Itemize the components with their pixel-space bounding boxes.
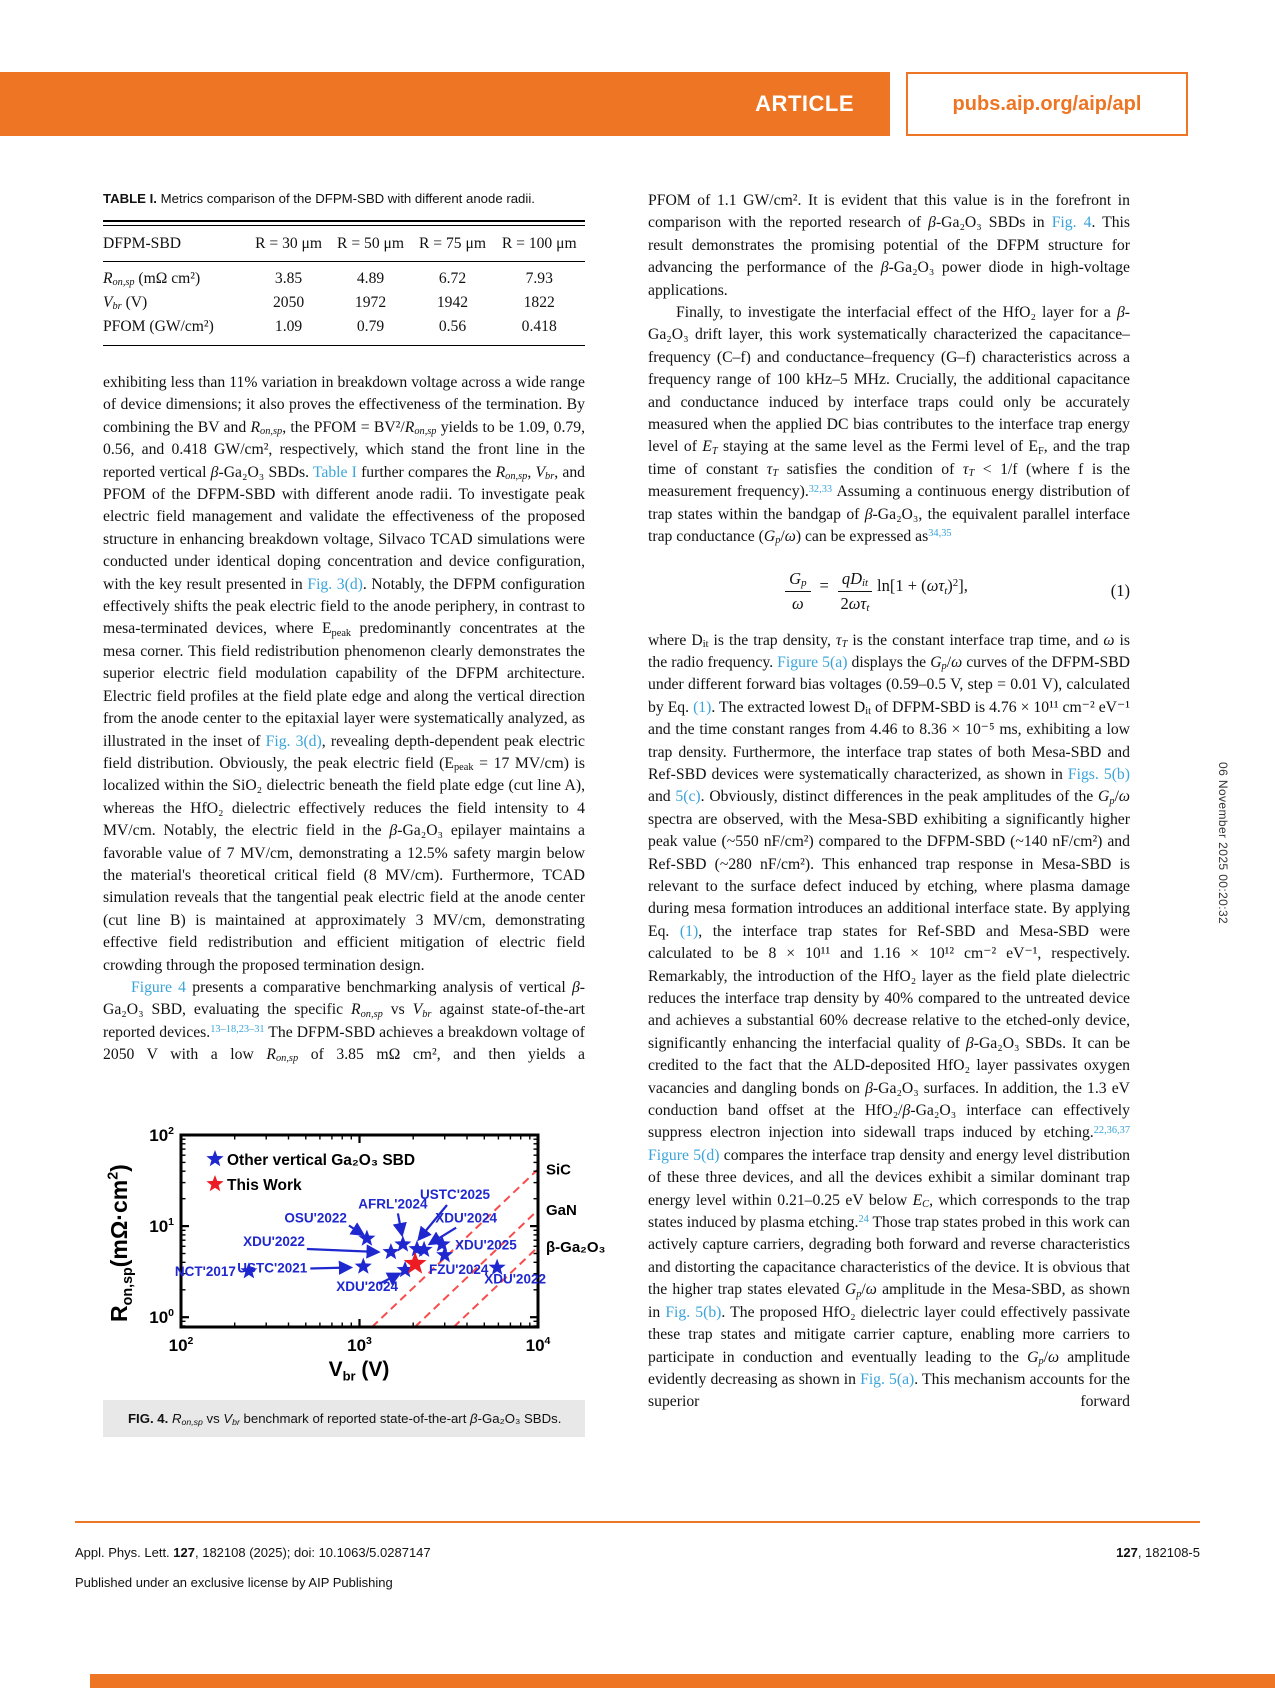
table-column-header: R = 100 μm xyxy=(493,226,585,262)
text-segment: R xyxy=(495,463,506,481)
text-segment: it xyxy=(702,638,709,650)
material-limit-label: β-Ga₂O₃ xyxy=(546,1238,606,1256)
table-column-header: DFPM-SBD xyxy=(103,226,248,262)
cross-reference-link[interactable]: 24 xyxy=(858,1214,869,1226)
text-segment: on,sp xyxy=(260,426,283,438)
text-segment: β xyxy=(965,1034,974,1052)
text-segment: V xyxy=(103,294,113,311)
table-cell: 1822 xyxy=(523,294,555,311)
point-label: XDU'2024 xyxy=(336,1278,398,1294)
limit-line xyxy=(454,1247,538,1327)
table-row-label: PFOM (GW/cm²) xyxy=(103,318,214,335)
fraction xyxy=(785,569,810,614)
label-arrow xyxy=(310,1267,350,1268)
table-column-header: R = 75 μm xyxy=(412,226,494,262)
point-label: XDU'2022 xyxy=(484,1271,546,1287)
equation-tail: $\ln[1 + (\omega\tau t)^2]$, xyxy=(877,576,968,597)
y-tick-label: $10^2$ xyxy=(149,1124,174,1145)
table-bottom-rule xyxy=(103,345,585,346)
text-segment: ω xyxy=(784,528,796,546)
cross-reference-link[interactable]: (1) xyxy=(693,698,712,716)
equation-1 xyxy=(648,569,1130,614)
text-segment: p xyxy=(1038,1355,1044,1367)
table-cell: 6.72 xyxy=(438,270,467,287)
text-segment: qD xyxy=(841,568,862,588)
table-column-header: R = 50 μm xyxy=(330,226,412,262)
cross-reference-link[interactable]: Figure 5(a) xyxy=(777,653,848,671)
x-tick-label: $10^3$ xyxy=(347,1334,372,1355)
text-segment: br xyxy=(422,1008,432,1020)
text-segment: ω xyxy=(1103,631,1115,649)
body-paragraph: Figure 4 presents a comparative benchmarking analysis of vertical β-Ga₂O₃ SBD, evaluating the specific Ron,sp vs Vbr against state-of-the-art reported devices.$^{13-18,23-31}$ The DFPM-SBD achieves a breakdown voltage of 2050 V with a low Ron,sp of 3.85 mΩ cm², and then yields a xyxy=(103,978,586,1065)
text-segment: R xyxy=(250,418,261,436)
table-cell: 4.89 xyxy=(356,270,385,287)
text-segment: β xyxy=(880,259,889,277)
text-segment: V xyxy=(412,1001,423,1019)
table-header-row xyxy=(103,226,585,262)
text-segment: T xyxy=(841,638,848,650)
download-timestamp: 06 November 2025 00:20:32 xyxy=(1216,762,1230,925)
point-label: NCT'2017 xyxy=(174,1263,236,1279)
table-row xyxy=(103,262,585,292)
text-segment: β xyxy=(1116,304,1125,322)
text-segment: br xyxy=(112,301,122,313)
text-segment: β xyxy=(865,1079,873,1097)
header-bar xyxy=(0,72,890,136)
cross-reference-link[interactable]: Table I xyxy=(312,463,357,481)
text-segment: F xyxy=(1038,445,1044,457)
text-segment: β xyxy=(928,214,936,232)
point-label: XDU'2024 xyxy=(435,1210,497,1226)
figure-caption: FIG. 4. Ron,sp vs Vbr benchmark of reported state-of-the-art β-Ga₂O₃ SBDs. xyxy=(103,1400,585,1437)
metrics-table xyxy=(103,226,585,345)
text-segment: p xyxy=(941,661,947,673)
legend-label: This Work xyxy=(227,1176,302,1194)
body-paragraph: Finally, to investigate the interfacial effect of the HfO₂ layer for a β-Ga₂O₃ drift layer, this work systematically characterized the capacitance–frequency (C–f) and conductance–frequency (G–f) characteristics across a frequency range of 100 kHz–5 MHz. Crucially, the additional capacitance and conductance induced by interface traps could only be accurately measured when the applied DC bias contributes to the interface trap energy level of ET staying at the same level as the Fermi level of EF, and the trap time of constant τT satisfies the condition of τT < 1/f (where f is the measurement frequency).$^{32,33}$ Assuming a continuous energy distribution of trap states within the bandgap of β-Ga₂O₃, the equivalent parallel interface trap conductance (Gp/ω) can be expressed as$^{34,35}$ xyxy=(648,304,1130,547)
text-segment: R xyxy=(266,1046,276,1064)
text-segment: 127 xyxy=(173,1545,195,1560)
text-segment: G xyxy=(763,528,776,546)
material-limit-label: SiC xyxy=(546,1160,572,1178)
cross-reference-link[interactable]: 5(c) xyxy=(675,788,701,806)
text-segment: G xyxy=(789,568,802,588)
body-paragraph: exhibiting less than 11% variation in breakdown voltage across a wide range of device dimensions; it also proves the effectiveness of the termination. By combining the BV and Ron,sp, the PFOM = BV²/Ron,sp yields to be 1.09, 0.79, 0.56, and 0.418 GW/cm², respectively, which stand the front line in the reported vertical β-Ga₂O₃ SBDs. Table I further compares the Ron,sp, Vbr, and PFOM of the DFPM-SBD with different anode radii. To investigate peak electric field management and validate the effectiveness of the proposed structure in enhancing breakdown voltage, Silvaco TCAD simulations were conducted under identical doping concentration and device configuration, with the key result presented in Fig. 3(d). Notably, the DFPM configuration effectively shifts the peak electric field to the anode periphery, in contrast to mesa-terminated devices, where Epeak predominantly concentrates at the mesa corner. This field redistribution phenomenon clearly demonstrates the superior electric field modulation capability of the DFPM architecture. Electric field profiles at the field plate edge and along the vertical direction from the anode center to the epitaxial layer were systematically analyzed, as illustrated in the inset of Fig. 3(d), revealing depth-dependent peak electric field distribution. Obviously, the peak electric field (Epeak = 17 MV/cm) is localized within the SiO₂ dielectric beneath the field plate edge (cut line A), whereas the HfO₂ dielectric effectively reduces the field intensity to 4 MV/cm. Notably, the electric field in the β-Ga₂O₃ epilayer maintains a favorable value of 7 MV/cm, demonstrating a 12.5% safety margin below the material's theoretical critical field (8 MV/cm). Furthermore, TCAD simulation reveals that the tangential peak electric field at the anode center (cut line B) is maintained at approximately 3 MV/cm, demonstrating effective field redistribution and efficient mitigation of electric field crowding through the proposed termination design. xyxy=(103,374,586,974)
text-segment: on,sp xyxy=(505,470,528,482)
equation-body xyxy=(780,569,968,614)
cross-reference-link[interactable]: 13–18,23–31 xyxy=(210,1024,265,1036)
text-segment: τ xyxy=(766,460,773,478)
point-label: AFRL'2024 xyxy=(358,1195,428,1211)
text-segment: R xyxy=(404,418,415,436)
material-limit-label: GaN xyxy=(546,1201,577,1219)
text-segment: T xyxy=(968,468,975,480)
label-arrow xyxy=(349,1225,363,1234)
benchmark-chart xyxy=(103,1097,606,1384)
text-segment: peak xyxy=(331,627,352,639)
x-axis-label: $V_{br}$ (V) xyxy=(328,1357,390,1384)
text-segment: peak xyxy=(454,762,474,774)
table-cell: 1.09 xyxy=(274,318,303,335)
table-row xyxy=(103,315,585,345)
bottom-accent-strip xyxy=(90,1674,1275,1688)
point-label: XDU'2025 xyxy=(455,1236,517,1252)
cross-reference-link[interactable]: Fig. 3(d) xyxy=(265,732,322,750)
text-segment: ω xyxy=(792,593,804,613)
table-cell: 3.85 xyxy=(274,270,303,287)
table-cell: 1972 xyxy=(354,294,387,311)
text-segment: T xyxy=(772,468,779,480)
text-segment: ω xyxy=(1047,1348,1060,1366)
text-segment: on,sp xyxy=(181,1416,203,1427)
body-paragraph: where Dit is the trap density, τT is the constant interface trap time, and ω is the radio frequency. Figure 5(a) displays the Gp/ω curves of the DFPM-SBD under different forward bias voltages (0.59–0.5 V, step = 0.01 V), calculated by Eq. (1). The extracted lowest Dit of DFPM-SBD is 4.76 × 10¹¹ cm⁻² eV⁻¹ and the time constant ranges from 4.46 to 8.36 × 10⁻⁵ ms, exhibiting a low trap density. Furthermore, the interface trap states of both Mesa-SBD and Ref-SBD devices were systematically characterized, as shown in Figs. 5(b) and 5(c). Obviously, distinct differences in the peak amplitudes of the Gp/ω spectra are observed, with the Mesa-SBD exhibiting a significantly higher peak value (~550 nF/cm²) compared to the DFPM-SBD (~140 nF/cm²) and Ref-SBD (~280 nF/cm²). This enhanced trap response in Mesa-SBD is relevant to the surface defect induced by etching, where plasma damage during mesa formation introduces an additional interface state. By applying Eq. (1), the interface trap states for Ref-SBD and Mesa-SBD were calculated to be 8 × 10¹¹ and 1.16 × 10¹² cm⁻² eV⁻¹, respectively. Remarkably, the introduction of the HfO₂ layer as the field plate dielectric reduces the interface trap density by 40% compared to the untreated device and achieves a substantial 60% decrease relative to the etched-only device, significantly enhancing the interfacial quality of β-Ga₂O₃ SBDs. It can be credited to the fact that the ALD-deposited HfO₂ layer passivates oxygen vacancies and dangling bonds on β-Ga₂O₃ surfaces. In addition, the 1.3 eV conduction band offset at the HfO₂/β-Ga₂O₃ interface can effectively suppress electron injection into sidewall traps induced by etching.$^{22,36,37}$ Figure 5(d) compares the interface trap density and energy level distribution of these three devices, and all the devices exhibit a similar dominant trap energy level within 0.21–0.25 eV below EC, which corresponds to the trap states induced by plasma etching.$^{24}$ Those trap states probed in this work can actively capture carriers, degrading both forward and reverse characteristics and distorting the capacitance characteristics of the device. It is obvious that the higher trap states elevated Gp/ω amplitude in the Mesa-SBD, as shown in Fig. 5(b). The proposed HfO₂ dielectric layer could effectively passivate these trap states and mitigate carrier capture, enabling more carriers to participate in conduction and eventually leading to the Gp/ω amplitude evidently decreasing as shown in Fig. 5(a). This mechanism accounts for the superior forward xyxy=(648,631,1131,1411)
table-row-label: Ron,sp (mΩ cm²) xyxy=(103,270,201,289)
text-segment: R xyxy=(171,1410,182,1426)
table-column-header: R = 30 μm xyxy=(248,226,330,262)
label-arrow xyxy=(398,1213,402,1234)
cross-reference-link[interactable]: Figure 5(d) xyxy=(648,1146,720,1164)
table-caption: TABLE I. Metrics comparison of the DFPM-SBD with different anode radii. xyxy=(103,191,535,206)
text-segment: t xyxy=(866,601,870,614)
text-segment: R xyxy=(103,270,113,287)
text-segment: G xyxy=(930,653,942,671)
text-segment: ωτ xyxy=(926,576,945,596)
cross-reference-link[interactable]: Fig. 5(a) xyxy=(860,1370,915,1388)
text-segment: G xyxy=(1027,1348,1039,1366)
table-cell: 0.56 xyxy=(438,318,467,335)
text-segment: ω xyxy=(865,1281,877,1299)
footer-citation: Appl. Phys. Lett. 127, 182108 (2025); doi: 10.1063/5.0287147 xyxy=(75,1545,431,1560)
journal-url[interactable]: pubs.aip.org/aip/apl xyxy=(952,92,1142,115)
text-segment: t xyxy=(944,584,948,597)
text-segment: R xyxy=(351,1001,361,1019)
text-segment: E xyxy=(912,1191,923,1209)
text-segment: T xyxy=(711,445,718,457)
cross-reference-link[interactable]: (1) xyxy=(679,922,699,940)
text-segment: τ xyxy=(835,631,842,649)
table-cell: 0.418 xyxy=(521,318,557,335)
text-segment: on,sp xyxy=(360,1008,383,1020)
equals-sign: = xyxy=(819,576,829,596)
text-segment: τ xyxy=(962,460,969,478)
footer-page-number: 127, 182108-5 xyxy=(1116,1545,1200,1560)
x-tick-label: $10^4$ xyxy=(525,1334,551,1355)
text-segment: it xyxy=(865,705,872,717)
cross-reference-link[interactable]: Fig. 4 xyxy=(1051,214,1092,232)
table-cell: 1942 xyxy=(436,294,469,311)
text-segment: br xyxy=(545,470,555,482)
text-segment: TABLE I. xyxy=(103,191,157,206)
x-tick-label: $10^2$ xyxy=(168,1334,194,1355)
device-marker xyxy=(382,1243,399,1259)
footer-license: Published under an exclusive license by AIP Publishing xyxy=(75,1575,393,1590)
table-row-label: Vbr (V) xyxy=(103,294,148,313)
text-segment: 2 xyxy=(952,577,959,590)
text-segment: ω xyxy=(951,653,963,671)
journal-url-box[interactable] xyxy=(906,72,1188,136)
text-segment: E xyxy=(702,438,712,456)
point-label: XDU'2022 xyxy=(243,1233,305,1249)
legend-marker xyxy=(206,1150,223,1166)
y-tick-label: $10^1$ xyxy=(149,1215,174,1236)
text-segment: β xyxy=(470,1410,478,1426)
footer-rule xyxy=(75,1521,1200,1523)
label-arrow xyxy=(307,1249,378,1252)
point-label: USTC'2025 xyxy=(420,1186,490,1202)
text-segment: V xyxy=(223,1410,233,1426)
text-segment: β xyxy=(864,505,873,523)
table-cell: 2050 xyxy=(272,294,305,311)
text-segment: on,sp xyxy=(112,277,135,289)
point-label: OSU'2022 xyxy=(284,1210,347,1226)
body-paragraph: PFOM of 1.1 GW/cm². It is evident that this value is in the forefront in comparison with the reported research of β-Ga₂O₃ SBDs in Fig. 4. This result demonstrates the promising potential of the DFPM structure for advancing the performance of the β-Ga₂O₃ power diode in high-voltage applications. xyxy=(648,192,1131,299)
text-segment: on,sp xyxy=(275,1053,299,1065)
text-segment: it xyxy=(862,576,869,589)
fraction: $\frac{\text{qDit}}{\text{2ωτt}}$ xyxy=(838,569,872,614)
point-label: USTC'2021 xyxy=(237,1260,308,1276)
device-marker xyxy=(355,1257,372,1273)
figure-4 xyxy=(103,1097,606,1437)
text-segment: G xyxy=(844,1281,857,1299)
cross-reference-link[interactable]: 22,36,37 xyxy=(1093,1124,1130,1136)
text-segment: G xyxy=(1098,788,1110,806)
legend-label: Other vertical Ga₂O₃ SBD xyxy=(227,1151,416,1169)
y-axis-label: $R_{on,sp}(m\Omega\cdot cm^2)$ xyxy=(105,1163,137,1322)
article-label: ARTICLE xyxy=(755,91,854,116)
cross-reference-link[interactable]: Fig. 5(b) xyxy=(665,1303,722,1321)
table-cell: 7.93 xyxy=(525,270,553,287)
left-column xyxy=(103,190,606,1437)
text-segment: p xyxy=(775,535,781,547)
text-segment: p xyxy=(1109,795,1115,807)
legend-marker xyxy=(206,1175,223,1191)
text-segment: FIG. 4. xyxy=(128,1410,169,1426)
text-segment: on,sp xyxy=(414,426,437,438)
cross-reference-link[interactable]: Fig. 3(d) xyxy=(307,575,363,593)
text-segment: br xyxy=(232,1416,240,1427)
right-column xyxy=(648,190,1130,1414)
cross-reference-link[interactable]: Figure 4 xyxy=(131,978,187,996)
text-segment: p xyxy=(801,576,807,589)
table-cell: 0.79 xyxy=(356,318,385,335)
equation-number: (1) xyxy=(1110,581,1130,600)
cross-reference-link[interactable]: 34,35 xyxy=(928,528,952,540)
text-segment: β xyxy=(210,463,219,481)
text-segment: β xyxy=(902,1102,911,1120)
text-segment: ω xyxy=(1118,788,1130,806)
cross-reference-link[interactable]: 32,33 xyxy=(808,483,833,495)
text-segment: 127 xyxy=(1116,1545,1138,1560)
text-segment: V xyxy=(535,463,546,481)
device-marker xyxy=(434,1235,451,1251)
text-segment: β xyxy=(571,978,580,996)
text-segment: ωτ xyxy=(848,593,867,613)
table-row xyxy=(103,291,585,315)
text-segment: p xyxy=(856,1288,862,1300)
cross-reference-link[interactable]: Figs. 5(b) xyxy=(1067,765,1131,783)
y-tick-label: $10^0$ xyxy=(149,1306,174,1327)
text-segment: C xyxy=(922,1198,930,1210)
point-label: FZU'2024 xyxy=(428,1261,489,1277)
text-segment: β xyxy=(389,822,398,840)
